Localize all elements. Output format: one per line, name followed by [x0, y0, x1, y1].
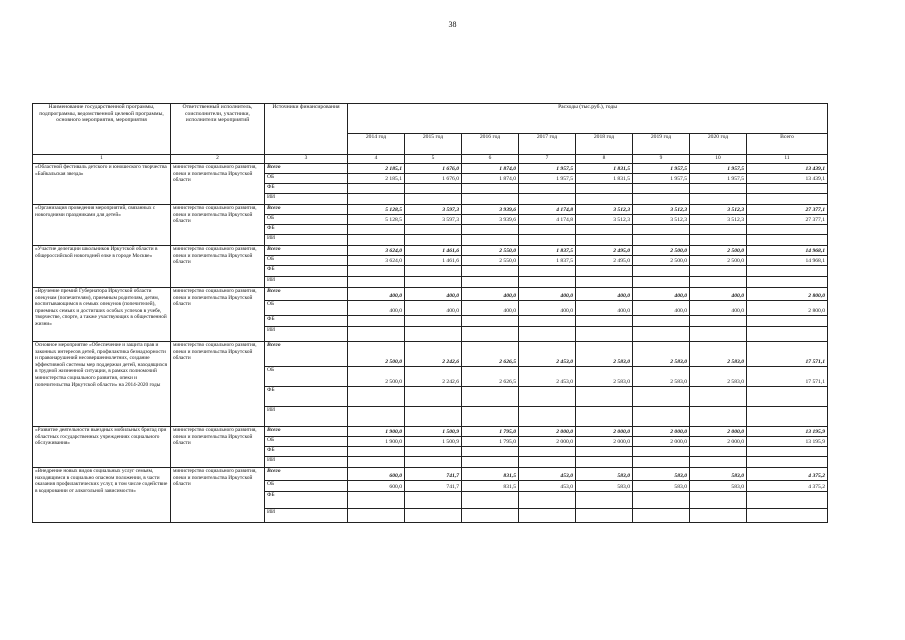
amount-empty [405, 407, 462, 427]
amount-empty [576, 447, 633, 457]
amount-empty [633, 235, 690, 246]
amount-empty [348, 492, 405, 509]
amount-empty [633, 387, 690, 407]
amount-ob: 583,0 [633, 481, 690, 492]
amount-total: 2 495,0 [576, 246, 633, 256]
amount-empty [519, 277, 576, 288]
event-name: «Организация проведения мероприятий, связанных с новогодними праздниками для детей» [33, 205, 171, 246]
amount-empty [348, 327, 405, 342]
column-number: 11 [747, 155, 828, 164]
amount-total: 583,0 [690, 468, 747, 481]
amount-empty [462, 407, 519, 427]
amount-empty [690, 194, 747, 205]
amount-empty [633, 194, 690, 205]
amount-total: 1 676,0 [405, 164, 462, 174]
amount-empty [462, 235, 519, 246]
amount-ob: 400,0 [405, 301, 462, 316]
funding-source: ОБ [265, 481, 348, 492]
amount-total: 2 500,0 [633, 246, 690, 256]
funding-source: Всего [265, 246, 348, 256]
amount-empty [348, 407, 405, 427]
amount-empty [633, 316, 690, 327]
amount-empty [576, 235, 633, 246]
header-year: 2015 год [405, 134, 462, 155]
amount-ob: 2 453,0 [519, 367, 576, 387]
amount-ob: 453,0 [519, 481, 576, 492]
amount-empty [690, 277, 747, 288]
amount-ob: 583,0 [576, 481, 633, 492]
amount-empty [690, 457, 747, 468]
amount-empty [348, 235, 405, 246]
amount-total: 1 957,5 [690, 164, 747, 174]
amount-empty [462, 316, 519, 327]
amount-empty [462, 509, 519, 523]
amount-total: 2 583,0 [633, 342, 690, 367]
table-row [33, 246, 828, 256]
amount-ob: 400,0 [633, 301, 690, 316]
amount-total: 741,7 [405, 468, 462, 481]
amount-total: 2 500,0 [348, 342, 405, 367]
amount-ob: 2 000,0 [633, 437, 690, 447]
amount-total: 2 550,0 [462, 246, 519, 256]
amount-ob: 400,0 [576, 301, 633, 316]
amount-empty [633, 407, 690, 427]
amount-empty [576, 277, 633, 288]
amount-ob: 1 957,5 [690, 174, 747, 184]
amount-empty [405, 235, 462, 246]
amount-empty [690, 447, 747, 457]
event-name: «Вручение премий Губернатора Иркутской области опекунам (попечителям), приемным родителям, детям, воспитывающимся в семьях опекунов (попечителей), приемных семьях и достигших особых успехов в учебе, творчестве, спорте, а также участвующих в общественной жизни» [33, 288, 171, 342]
amount-empty [576, 266, 633, 277]
amount-total: 2 583,0 [690, 342, 747, 367]
header-year: 2020 год [690, 134, 747, 155]
amount-ob: 2 626,5 [462, 367, 519, 387]
column-number: 4 [348, 155, 405, 164]
amount-total: 4 174,8 [519, 205, 576, 215]
amount-empty [576, 316, 633, 327]
funding-source: ОБ [265, 215, 348, 225]
amount-ob: 1 831,5 [576, 174, 633, 184]
amount-total: 3 939,6 [462, 205, 519, 215]
amount-total: 27 377,1 [747, 205, 828, 215]
amount-ob: 4 174,8 [519, 215, 576, 225]
amount-empty [405, 184, 462, 194]
amount-ob: 2 000,0 [576, 437, 633, 447]
funding-source: ИИ [265, 327, 348, 342]
amount-empty [519, 509, 576, 523]
amount-ob: 13 439,1 [747, 174, 828, 184]
column-number: 9 [633, 155, 690, 164]
amount-empty [633, 184, 690, 194]
amount-empty [519, 225, 576, 235]
amount-empty [405, 194, 462, 205]
column-number: 8 [576, 155, 633, 164]
amount-ob: 2 550,0 [462, 256, 519, 266]
amount-total: 400,0 [405, 288, 462, 301]
amount-total: 3 512,3 [690, 205, 747, 215]
funding-source: ОБ [265, 174, 348, 184]
header-expenses: Расходы (тыс.руб.), годы [348, 104, 828, 134]
amount-empty [348, 387, 405, 407]
column-number: 10 [690, 155, 747, 164]
amount-total: 2 000,0 [690, 427, 747, 437]
amount-ob: 1 900,0 [348, 437, 405, 447]
amount-empty [519, 235, 576, 246]
amount-ob: 1 874,0 [462, 174, 519, 184]
funding-source: ФБ [265, 266, 348, 277]
budget-table [32, 103, 828, 523]
amount-ob: 2 495,0 [576, 256, 633, 266]
amount-total: 1 500,9 [405, 427, 462, 437]
amount-empty [690, 509, 747, 523]
amount-empty [690, 387, 747, 407]
amount-empty [405, 327, 462, 342]
column-number: 6 [462, 155, 519, 164]
amount-total: 1 900,0 [348, 427, 405, 437]
amount-total: 2 000,0 [576, 427, 633, 437]
amount-ob: 3 597,3 [405, 215, 462, 225]
amount-empty [405, 457, 462, 468]
amount-total: 13 195,9 [747, 427, 828, 437]
amount-total: 4 375,2 [747, 468, 828, 481]
amount-total: 400,0 [462, 288, 519, 301]
header-year: 2014 год [348, 134, 405, 155]
table-row [33, 342, 828, 367]
funding-source: ИИ [265, 509, 348, 523]
amount-empty [462, 492, 519, 509]
funding-source: ОБ [265, 437, 348, 447]
amount-ob: 2 583,0 [576, 367, 633, 387]
header-year: 2017 год [519, 134, 576, 155]
amount-empty [348, 447, 405, 457]
amount-total: 1 874,0 [462, 164, 519, 174]
amount-ob: 1 957,5 [519, 174, 576, 184]
header-year-total: Всего [747, 134, 828, 155]
funding-source: Всего [265, 205, 348, 215]
page-number: 38 [448, 20, 457, 29]
table-row [33, 427, 828, 437]
amount-ob: 1 500,9 [405, 437, 462, 447]
amount-total: 2 626,5 [462, 342, 519, 367]
amount-empty [747, 457, 828, 468]
amount-empty [519, 407, 576, 427]
amount-total: 13 439,1 [747, 164, 828, 174]
funding-source: Всего [265, 427, 348, 437]
event-executor: министерство социального развития, опеки и попечительства Иркутской области [171, 468, 265, 523]
amount-ob: 1 795,0 [462, 437, 519, 447]
amount-ob: 2 500,0 [633, 256, 690, 266]
amount-total: 3 512,3 [576, 205, 633, 215]
event-executor: министерство социального развития, опеки и попечительства Иркутской области [171, 246, 265, 288]
amount-empty [576, 225, 633, 235]
funding-source: ФБ [265, 492, 348, 509]
amount-empty [576, 194, 633, 205]
amount-total: 1 795,0 [462, 427, 519, 437]
amount-total: 583,0 [633, 468, 690, 481]
amount-empty [690, 184, 747, 194]
amount-ob: 17 571,1 [747, 367, 828, 387]
amount-total: 400,0 [690, 288, 747, 301]
amount-empty [576, 387, 633, 407]
amount-empty [348, 457, 405, 468]
amount-ob: 2 000,0 [519, 437, 576, 447]
amount-empty [747, 235, 828, 246]
amount-empty [747, 327, 828, 342]
amount-ob: 3 512,3 [690, 215, 747, 225]
amount-empty [519, 184, 576, 194]
funding-source: ИИ [265, 194, 348, 205]
amount-ob: 400,0 [348, 301, 405, 316]
amount-empty [348, 225, 405, 235]
amount-ob: 3 512,3 [633, 215, 690, 225]
amount-ob: 1 676,0 [405, 174, 462, 184]
funding-source: ФБ [265, 225, 348, 235]
amount-empty [747, 316, 828, 327]
funding-source: ФБ [265, 316, 348, 327]
amount-empty [348, 277, 405, 288]
funding-source: ИИ [265, 407, 348, 427]
amount-empty [747, 184, 828, 194]
amount-empty [462, 225, 519, 235]
event-executor: министерство социального развития, опеки и попечительства Иркутской области [171, 342, 265, 427]
funding-source: ИИ [265, 277, 348, 288]
amount-empty [690, 407, 747, 427]
funding-source: Всего [265, 164, 348, 174]
header-year: 2018 год [576, 134, 633, 155]
funding-source: ИИ [265, 235, 348, 246]
amount-total: 3 597,3 [405, 205, 462, 215]
amount-empty [633, 327, 690, 342]
amount-total: 2 500,0 [690, 246, 747, 256]
amount-ob: 2 500,0 [348, 367, 405, 387]
amount-ob: 3 512,3 [576, 215, 633, 225]
amount-empty [633, 277, 690, 288]
column-number: 3 [265, 155, 348, 164]
amount-empty [348, 266, 405, 277]
amount-total: 1 957,5 [519, 164, 576, 174]
amount-ob: 1 837,5 [519, 256, 576, 266]
amount-empty [405, 266, 462, 277]
amount-ob: 4 375,2 [747, 481, 828, 492]
amount-empty [348, 194, 405, 205]
amount-empty [747, 509, 828, 523]
amount-empty [519, 492, 576, 509]
amount-empty [576, 327, 633, 342]
amount-empty [633, 509, 690, 523]
column-number: 1 [33, 155, 171, 164]
amount-ob: 27 377,1 [747, 215, 828, 225]
amount-total: 400,0 [519, 288, 576, 301]
amount-empty [462, 447, 519, 457]
amount-total: 1 957,5 [633, 164, 690, 174]
amount-ob: 583,0 [690, 481, 747, 492]
amount-empty [348, 184, 405, 194]
amount-empty [576, 492, 633, 509]
amount-empty [405, 509, 462, 523]
column-number: 2 [171, 155, 265, 164]
event-name: Основное мероприятие «Обеспечение и защита прав и законных интересов детей, профилактика безнадзорности и правонарушений несовершеннолетних, создание эффективной системы мер поддержки детей, находящихся в трудной жизненной ситуации, в рамках полномочий министерства социального развития, опеки и попечительства Иркутской области» на 2014-2020 годы [33, 342, 171, 427]
amount-empty [747, 277, 828, 288]
header-year: 2019 год [633, 134, 690, 155]
amount-ob: 14 968,1 [747, 256, 828, 266]
amount-ob: 1 461,6 [405, 256, 462, 266]
amount-total: 2 242,6 [405, 342, 462, 367]
funding-source: ФБ [265, 447, 348, 457]
funding-source: ФБ [265, 184, 348, 194]
budget-table-body [33, 164, 828, 523]
amount-empty [690, 316, 747, 327]
event-name: «Участие делегации школьников Иркутской области в общероссийской новогодней елке в городе Москве» [33, 246, 171, 288]
amount-empty [405, 387, 462, 407]
table-row [33, 288, 828, 301]
amount-total: 600,0 [348, 468, 405, 481]
amount-total: 2 185,1 [348, 164, 405, 174]
funding-source: ОБ [265, 301, 348, 316]
amount-empty [690, 225, 747, 235]
amount-total: 3 624,0 [348, 246, 405, 256]
table-row [33, 164, 828, 174]
event-name: «Внедрение новых видов социальных услуг семьям, находящимся в социально опасном положении, в части оказания профилактических услуг, в том числе содействие в кодировании от алкогольной зависимости» [33, 468, 171, 523]
event-executor: министерство социального развития, опеки и попечительства Иркутской области [171, 427, 265, 468]
amount-empty [405, 225, 462, 235]
column-number: 5 [405, 155, 462, 164]
amount-empty [462, 457, 519, 468]
funding-source: ОБ [265, 367, 348, 387]
amount-empty [633, 492, 690, 509]
amount-total: 1 831,5 [576, 164, 633, 174]
amount-ob: 400,0 [519, 301, 576, 316]
amount-ob: 600,0 [348, 481, 405, 492]
funding-source: Всего [265, 288, 348, 301]
amount-empty [405, 492, 462, 509]
amount-empty [462, 266, 519, 277]
amount-empty [462, 194, 519, 205]
amount-empty [576, 509, 633, 523]
amount-ob: 1 957,5 [633, 174, 690, 184]
amount-total: 17 571,1 [747, 342, 828, 367]
amount-empty [747, 387, 828, 407]
amount-empty [348, 509, 405, 523]
amount-ob: 400,0 [462, 301, 519, 316]
amount-ob: 741,7 [405, 481, 462, 492]
amount-total: 831,5 [462, 468, 519, 481]
amount-empty [405, 277, 462, 288]
header-executor: Ответственный исполнитель, соисполнители, участники, исполнители мероприятий [171, 104, 265, 155]
amount-total: 453,0 [519, 468, 576, 481]
amount-empty [462, 184, 519, 194]
amount-total: 14 968,1 [747, 246, 828, 256]
amount-empty [348, 316, 405, 327]
amount-total: 2 800,0 [747, 288, 828, 301]
amount-total: 400,0 [576, 288, 633, 301]
event-executor: министерство социального развития, опеки и попечительства Иркутской области [171, 205, 265, 246]
amount-empty [690, 266, 747, 277]
amount-empty [690, 492, 747, 509]
amount-empty [576, 407, 633, 427]
amount-empty [747, 266, 828, 277]
amount-empty [462, 327, 519, 342]
amount-empty [405, 316, 462, 327]
amount-empty [405, 447, 462, 457]
amount-total: 5 128,5 [348, 205, 405, 215]
amount-empty [747, 492, 828, 509]
funding-source: ФБ [265, 387, 348, 407]
amount-empty [576, 457, 633, 468]
table-row [33, 468, 828, 481]
amount-empty [633, 457, 690, 468]
amount-empty [690, 327, 747, 342]
amount-empty [519, 447, 576, 457]
amount-empty [576, 184, 633, 194]
funding-source: Всего [265, 342, 348, 367]
amount-total: 1 461,6 [405, 246, 462, 256]
amount-total: 3 512,3 [633, 205, 690, 215]
event-executor: министерство социального развития, опеки и попечительства Иркутской области [171, 288, 265, 342]
amount-empty [519, 266, 576, 277]
event-executor: министерство социального развития, опеки и попечительства Иркутской области [171, 164, 265, 205]
amount-ob: 5 128,5 [348, 215, 405, 225]
event-name: «Развитие деятельности выездных мобильных бригад при областных государственных учреждениях социального обслуживания» [33, 427, 171, 468]
header-name: Наименование государственной программы, подпрограммы, ведомственной целевой программы, основного мероприятия, мероприятия [33, 104, 171, 155]
amount-empty [633, 266, 690, 277]
funding-source: Всего [265, 468, 348, 481]
amount-empty [633, 225, 690, 235]
amount-ob: 2 000,0 [690, 437, 747, 447]
amount-empty [747, 407, 828, 427]
amount-ob: 2 500,0 [690, 256, 747, 266]
amount-empty [519, 194, 576, 205]
amount-ob: 2 800,0 [747, 301, 828, 316]
amount-ob: 3 624,0 [348, 256, 405, 266]
column-number: 7 [519, 155, 576, 164]
amount-ob: 3 939,6 [462, 215, 519, 225]
amount-empty [633, 447, 690, 457]
amount-empty [519, 387, 576, 407]
amount-ob: 400,0 [690, 301, 747, 316]
amount-ob: 2 242,6 [405, 367, 462, 387]
amount-empty [747, 225, 828, 235]
amount-empty [519, 457, 576, 468]
amount-ob: 831,5 [462, 481, 519, 492]
amount-total: 400,0 [633, 288, 690, 301]
amount-ob: 13 195,9 [747, 437, 828, 447]
amount-total: 2 583,0 [576, 342, 633, 367]
amount-ob: 2 583,0 [633, 367, 690, 387]
amount-ob: 2 185,1 [348, 174, 405, 184]
funding-source: ИИ [265, 457, 348, 468]
amount-empty [462, 277, 519, 288]
amount-total: 2 453,0 [519, 342, 576, 367]
amount-empty [462, 387, 519, 407]
amount-empty [519, 316, 576, 327]
amount-total: 400,0 [348, 288, 405, 301]
amount-total: 1 837,5 [519, 246, 576, 256]
amount-empty [747, 194, 828, 205]
amount-total: 2 000,0 [633, 427, 690, 437]
funding-source: ОБ [265, 256, 348, 266]
header-year: 2016 год [462, 134, 519, 155]
table-row [33, 205, 828, 215]
amount-empty [690, 235, 747, 246]
amount-total: 2 000,0 [519, 427, 576, 437]
header-source: Источники финансирования [265, 104, 348, 155]
event-name: «Областной фестиваль детского и юношеского творчества «Байкальская звезда» [33, 164, 171, 205]
amount-ob: 2 583,0 [690, 367, 747, 387]
amount-empty [519, 327, 576, 342]
amount-total: 583,0 [576, 468, 633, 481]
amount-empty [747, 447, 828, 457]
